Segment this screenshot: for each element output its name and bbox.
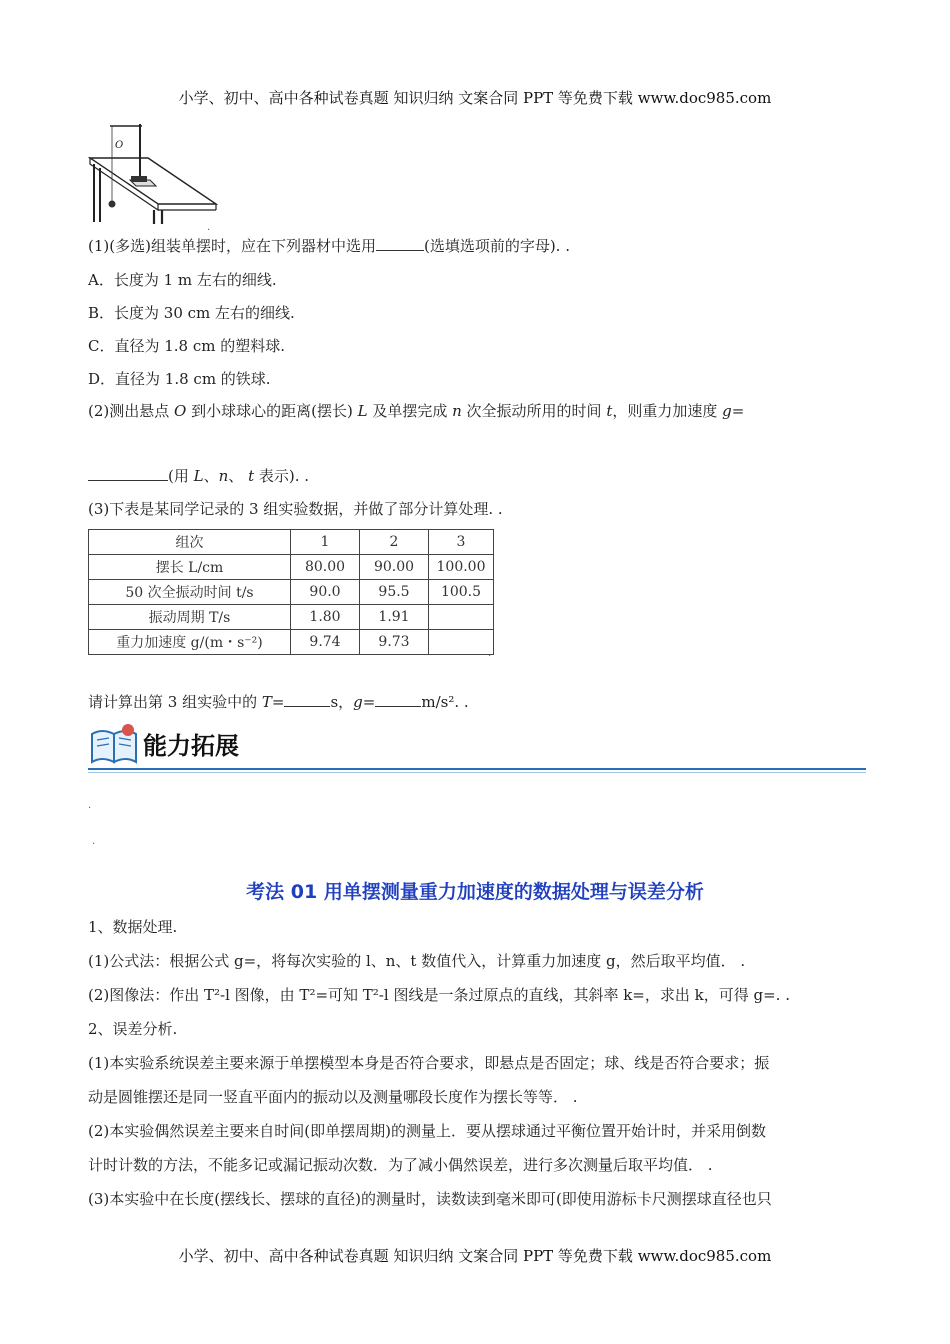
heading-data-processing: 1、数据处理. — [88, 918, 178, 936]
table-row — [89, 630, 494, 655]
question-2-line-1: (2)测出悬点 O 到小球球心的距离(摆长) L 及单摆完成 n 次全振动所用的时间 t，则重力加速度 g= — [88, 402, 745, 420]
table-cell: 9.73 — [360, 630, 429, 655]
table-cell: 80.00 — [291, 555, 360, 580]
paragraph-system-error-1: (1)本实验系统误差主要来源于单摆模型本身是否符合要求，即悬点是否固定；球、线是否符合要求；振 — [88, 1054, 770, 1072]
page-header: 小学、初中、高中各种试卷真题 知识归纳 文案合同 PPT 等免费下载 www.doc985.com — [178, 89, 772, 107]
answer-blank-q1 — [376, 236, 424, 251]
answer-blank-t — [284, 692, 330, 707]
paragraph-system-error-2: 动是圆锥摆还是同一竖直平面内的振动以及测量哪段长度作为摆长等等． . — [88, 1088, 578, 1106]
paragraph-random-error-2: 计时计数的方法，不能多记或漏记振动次数．为了减小偶然误差，进行多次测量后取平均值． . — [88, 1156, 713, 1174]
option-c: C．直径为 1.8 cm 的塑料球. — [88, 337, 286, 355]
paragraph-formula-method: (1)公式法：根据公式 g=，将每次实验的 l、n、t 数值代入，计算重力加速度 g，然后取平均值． . — [88, 952, 746, 970]
page-footer: 小学、初中、高中各种试卷真题 知识归纳 文案合同 PPT 等免费下载 www.doc985.com — [178, 1247, 772, 1265]
table-cell: 组次 — [89, 530, 291, 555]
paragraph-length-measurement: (3)本实验中在长度(摆线长、摆球的直径)的测量时，读数读到毫米即可(即使用游标卡尺测摆球直径也只 — [88, 1190, 772, 1208]
table-cell: 1 — [291, 530, 360, 555]
table-cell: 90.00 — [360, 555, 429, 580]
banner-title: 能力拓展 — [143, 732, 239, 760]
data-table — [88, 529, 494, 655]
answer-blank-q2 — [88, 466, 168, 481]
table-cell: 50 次全振动时间 t/s — [89, 580, 291, 605]
answer-blank-g — [375, 692, 421, 707]
table-cell: 100.00 — [429, 555, 494, 580]
table-row — [89, 580, 494, 605]
question-1: (1)(多选)组装单摆时，应在下列器材中选用 (选填选项前的字母). . — [88, 237, 570, 255]
table-cell: 9.74 — [291, 630, 360, 655]
option-b: B．长度为 30 cm 左右的细线. — [88, 304, 295, 322]
paragraph-random-error-1: (2)本实验偶然误差主要来自时间(即单摆周期)的测量上．要从摆球通过平衡位置开始计时，并采用倒数 — [88, 1122, 766, 1140]
table-cell: 3 — [429, 530, 494, 555]
option-a: A．长度为 1 m 左右的细线. — [88, 271, 277, 289]
section-title: 考法 01 用单摆测量重力加速度的数据处理与误差分析 — [246, 881, 704, 903]
table-cell — [429, 630, 494, 655]
banner-divider-thin — [88, 772, 866, 773]
table-cell — [429, 605, 494, 630]
heading-error-analysis: 2、误差分析. — [88, 1020, 178, 1038]
table-cell: 2 — [360, 530, 429, 555]
paragraph-graph-method: (2)图像法：作出 T²-l 图像，由 T²=可知 T²-l 图线是一条过原点的直线，其斜率 k=，求出 k，可得 g=. . — [88, 986, 790, 1004]
option-d: D．直径为 1.8 cm 的铁球. — [88, 370, 271, 388]
table-header-row — [89, 530, 494, 555]
figure-label-o: O — [115, 140, 124, 151]
table-cell: 100.5 — [429, 580, 494, 605]
table-cell: 重力加速度 g/(m・s⁻²) — [89, 630, 291, 655]
table-cell: 1.91 — [360, 605, 429, 630]
table-cell: 90.0 — [291, 580, 360, 605]
table-cell: 1.80 — [291, 605, 360, 630]
table-row — [89, 555, 494, 580]
pendulum-apparatus-figure — [88, 118, 218, 228]
table-cell: 振动周期 T/s — [89, 605, 291, 630]
question-2-line-2: (用 L、n、 t 表示). . — [88, 466, 309, 486]
table-row — [89, 605, 494, 630]
banner-divider — [88, 768, 866, 770]
table-cell: 摆长 L/cm — [89, 555, 291, 580]
question-3: (3)下表是某同学记录的 3 组实验数据，并做了部分计算处理. . — [88, 500, 503, 518]
open-book-icon — [88, 722, 140, 768]
table-cell: 95.5 — [360, 580, 429, 605]
question-3b: 请计算出第 3 组实验中的 T= s，g= m/s². . — [88, 693, 469, 711]
